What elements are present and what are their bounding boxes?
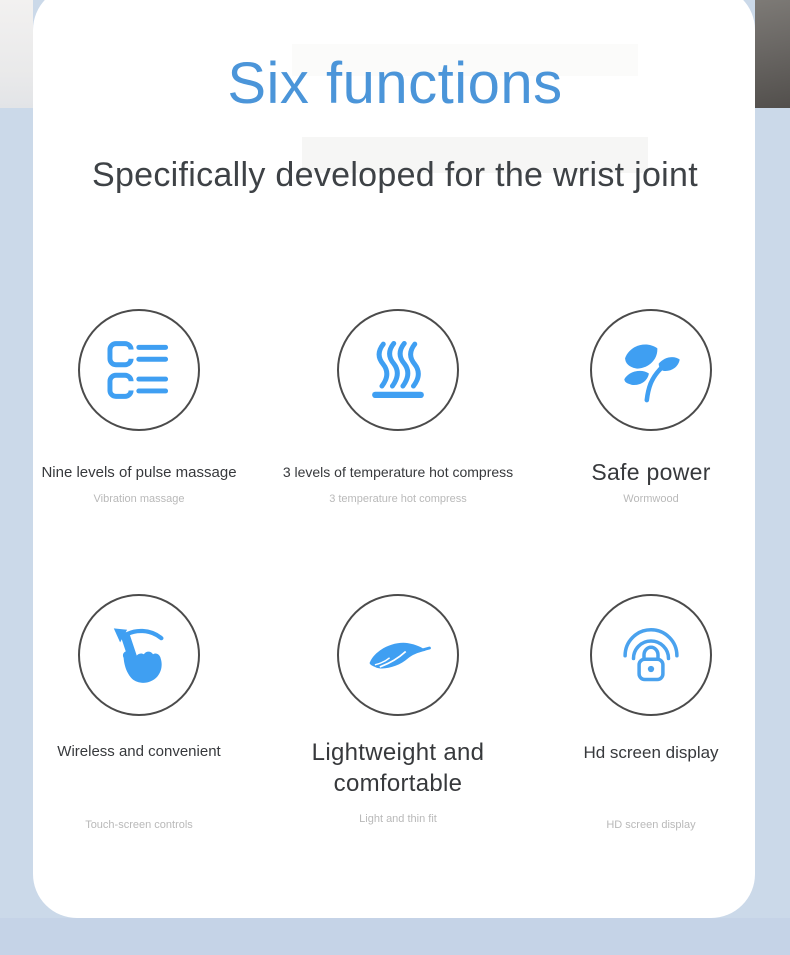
feature-label: Hd screen display xyxy=(583,743,719,762)
feature-card-lightweight xyxy=(276,594,520,825)
icon-circle xyxy=(78,309,200,431)
icon-circle xyxy=(78,594,200,716)
feature-card-hd-screen xyxy=(529,594,773,831)
feather-icon xyxy=(363,620,433,690)
feature-label: Wireless and convenient xyxy=(57,743,221,760)
feature-card-pulse-massage xyxy=(17,309,261,505)
feature-card-hot-compress xyxy=(276,309,520,505)
feature-sublabel: HD screen display xyxy=(606,819,696,831)
icon-circle xyxy=(590,594,712,716)
heat-compress-icon xyxy=(363,335,433,405)
icon-circle xyxy=(590,309,712,431)
page-subtitle: Specifically developed for the wrist joint xyxy=(91,156,698,194)
wormwood-plant-icon xyxy=(616,335,686,405)
feature-sublabel: Vibration massage xyxy=(93,493,185,505)
feature-sublabel: Wormwood xyxy=(623,493,679,505)
icon-circle xyxy=(337,309,459,431)
feature-label: 3 levels of temperature hot compress xyxy=(282,464,514,480)
background-bottom-band xyxy=(0,918,790,955)
feature-card-wireless xyxy=(17,594,261,831)
touch-swipe-hand-icon xyxy=(104,620,174,690)
feature-label: Lightweight and comfortable xyxy=(311,739,485,797)
pulse-list-icon xyxy=(106,337,172,403)
feature-card-safe-power xyxy=(529,309,773,505)
feature-label: Nine levels of pulse massage xyxy=(41,463,237,481)
feature-sublabel: Touch-screen controls xyxy=(85,819,193,831)
feature-label: Safe power xyxy=(591,458,711,485)
feature-sublabel: 3 temperature hot compress xyxy=(329,493,467,505)
icon-circle xyxy=(337,594,459,716)
wifi-lock-icon xyxy=(616,620,686,690)
feature-sublabel: Light and thin fit xyxy=(359,813,437,825)
page-title: Six functions xyxy=(227,51,563,116)
